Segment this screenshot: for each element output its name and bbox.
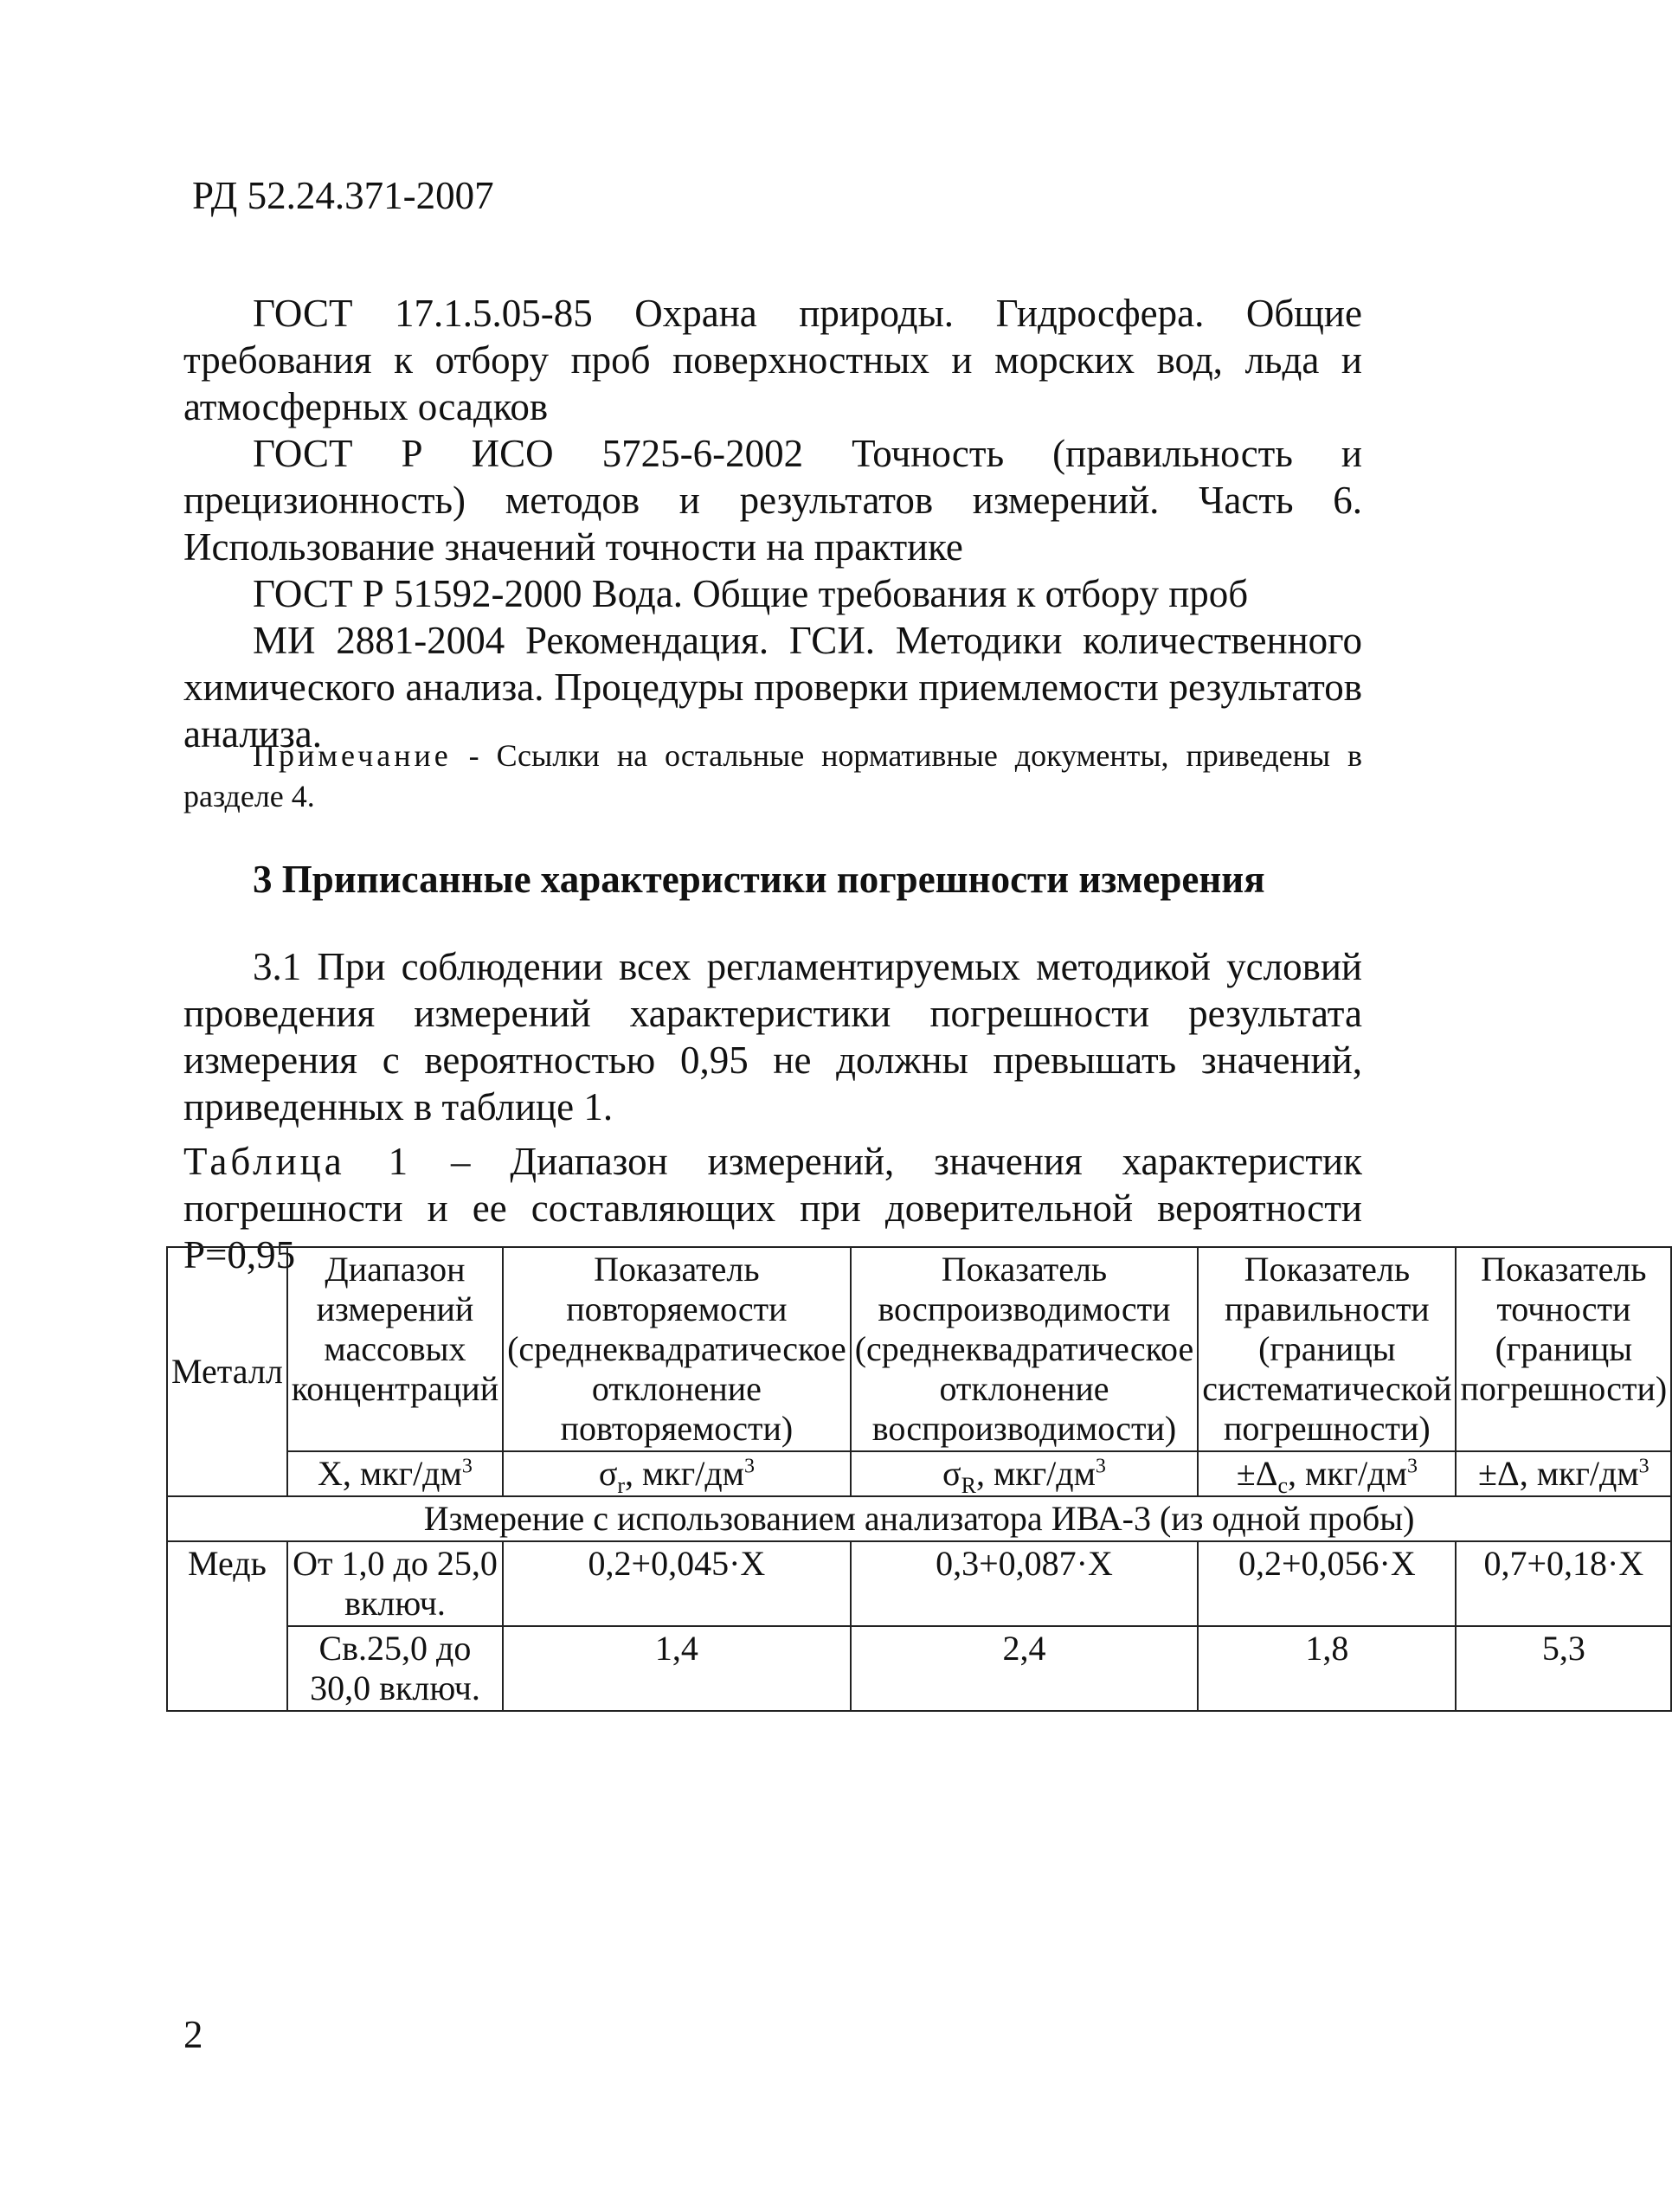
header-repeatability: Показатель повторяемости (среднеквадратическое отклонение повторяемости)	[503, 1247, 851, 1451]
header-correctness: Показатель правильности (границы систематической погрешности)	[1198, 1247, 1456, 1451]
cell-correctness: 0,2+0,056·X	[1198, 1541, 1456, 1626]
references-list	[183, 290, 1362, 757]
table-caption-label: Таблица 1	[183, 1140, 412, 1183]
cell-repeatability: 1,4	[503, 1626, 851, 1711]
unit-range: X, мкг/$дм^3$	[287, 1451, 503, 1496]
cell-reproducibility: 0,3+0,087·X	[851, 1541, 1199, 1626]
table-row	[167, 1541, 1671, 1626]
note	[183, 736, 1362, 817]
cell-accuracy: 5,3	[1456, 1626, 1671, 1711]
note-label: Примечание	[253, 738, 452, 773]
page-number: 2	[183, 2013, 203, 2056]
cell-range: От 1,0 до 25,0 включ.	[287, 1541, 503, 1626]
section-row-cell: Измерение с использованием анализатора ИВА-3 (из одной пробы)	[167, 1496, 1671, 1541]
header-metal: Металл	[167, 1247, 287, 1496]
unit-correctness: $\pm\Delta_c$, мкг/$дм^3$	[1198, 1451, 1456, 1496]
cell-reproducibility: 2,4	[851, 1626, 1199, 1711]
reference-item: МИ 2881-2004 Рекомендация. ГСИ. Методики количественного химического анализа. Процедуры проверки приемлемости результатов анализа.	[183, 619, 1362, 756]
table-section-row	[167, 1496, 1671, 1541]
cell-accuracy: 0,7+0,18·X	[1456, 1541, 1671, 1626]
cell-repeatability: 0,2+0,045·X	[503, 1541, 851, 1626]
measurement-table	[166, 1246, 1672, 1712]
table-row	[167, 1626, 1671, 1711]
table-units-row	[167, 1451, 1671, 1496]
cell-range: Св.25,0 до 30,0 включ.	[287, 1626, 503, 1711]
unit-accuracy: ±Δ, мкг/$дм^3$	[1456, 1451, 1671, 1496]
paragraph-3-1	[183, 943, 1362, 1130]
header-accuracy: Показатель точности (границы погрешности)	[1456, 1247, 1671, 1451]
table-caption-text: – Диапазон измерений, значения характеристик погрешности и ее составляющих при доверительной вероятности Р=0,95	[183, 1140, 1363, 1276]
cell-correctness: 1,8	[1198, 1626, 1456, 1711]
header-reproducibility: Показатель воспроизводимости (среднеквадратическое отклонение воспроизводимости)	[851, 1247, 1199, 1451]
paragraph-text: 3.1 При соблюдении всех регламентируемых методикой условий проведения измерений характеристики погрешности результата измерения с вероятностью 0,95 не должны превышать значений, приведенных в таблице 1.	[183, 945, 1362, 1129]
unit-reproducibility: $\sigma_R$, мкг/$дм^3$	[851, 1451, 1199, 1496]
table-header-row	[167, 1247, 1671, 1451]
note-text: - Ссылки на остальные нормативные документы, приведены в разделе 4.	[183, 738, 1362, 813]
section-heading: 3 Приписанные характеристики погрешности измерения	[253, 858, 1265, 901]
reference-item: ГОСТ Р 51592-2000 Вода. Общие требования к отбору проб	[253, 572, 1249, 615]
reference-item: ГОСТ Р ИСО 5725-6-2002 Точность (правильность и прецизионность) методов и результатов измерений. Часть 6. Использование значений точности на практике	[183, 432, 1362, 569]
cell-metal: Медь	[167, 1541, 287, 1711]
document-code: РД 52.24.371-2007	[192, 174, 494, 217]
reference-item: ГОСТ 17.1.5.05-85 Охрана природы. Гидросфера. Общие требования к отбору проб поверхностных и морских вод, льда и атмосферных осадков	[183, 292, 1362, 428]
unit-repeatability: $\sigma_r$, мкг/$дм^3$	[503, 1451, 851, 1496]
header-range: Диапазон измерений массовых концентраций	[287, 1247, 503, 1451]
